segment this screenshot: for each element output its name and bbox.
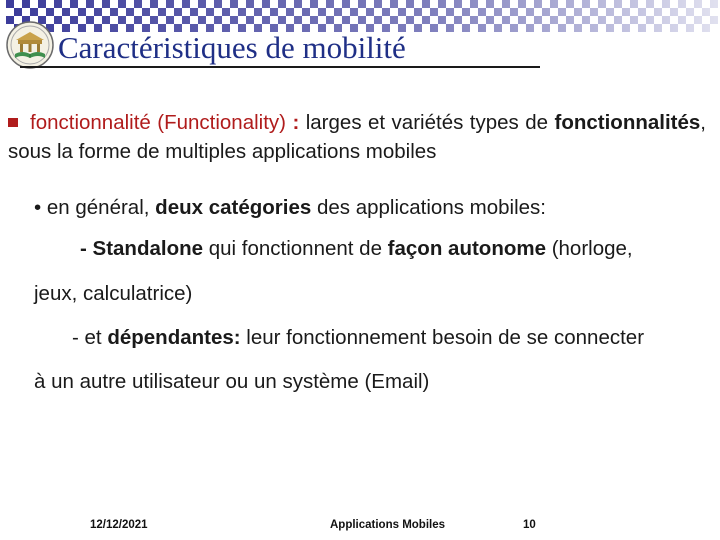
bullet-categories xyxy=(34,195,546,221)
slide-title: Caractéristiques de mobilité xyxy=(58,30,406,65)
para1-bold-word: fonctionnalités xyxy=(554,111,701,134)
para1-text-b: , sous la forme de multiples applications mobiles xyxy=(8,111,706,163)
footer-page-number: 10 xyxy=(523,519,536,531)
footer-title: Applications Mobiles xyxy=(330,519,446,531)
dependantes-continuation: à un autre utilisateur ou un système (Email) xyxy=(34,370,430,393)
standalone-mid: qui fonctionnent de xyxy=(203,237,388,260)
para1-text-a: larges et variétés types de xyxy=(299,111,555,134)
footer-date: 12/12/2021 xyxy=(90,519,148,531)
title-underline xyxy=(20,66,540,68)
bullet-post: des applications mobiles: xyxy=(311,196,547,219)
bullet-pre: en général, xyxy=(41,196,156,219)
paragraph-functionality xyxy=(8,108,706,166)
dependantes-post: leur fonctionnement besoin de se connecter xyxy=(240,326,645,349)
standalone-bold1: Standalone xyxy=(92,237,204,260)
square-bullet-icon xyxy=(8,118,18,127)
dependantes-dash: - et xyxy=(72,326,108,349)
term-functionality: fonctionnalité (Functionality) xyxy=(30,111,286,134)
standalone-line xyxy=(80,236,633,262)
standalone-bold2: façon autonome xyxy=(387,237,546,260)
standalone-dash: - xyxy=(80,237,93,260)
bullet-dot-icon: • xyxy=(34,196,42,219)
university-book-logo xyxy=(2,20,58,70)
term-colon: : xyxy=(292,111,300,134)
bullet-bold: deux catégories xyxy=(155,196,312,219)
standalone-post: (horloge, xyxy=(546,237,633,260)
dependantes-line xyxy=(72,325,644,351)
dependantes-bold: dépendantes: xyxy=(107,326,241,349)
standalone-continuation: jeux, calculatrice) xyxy=(34,282,193,305)
